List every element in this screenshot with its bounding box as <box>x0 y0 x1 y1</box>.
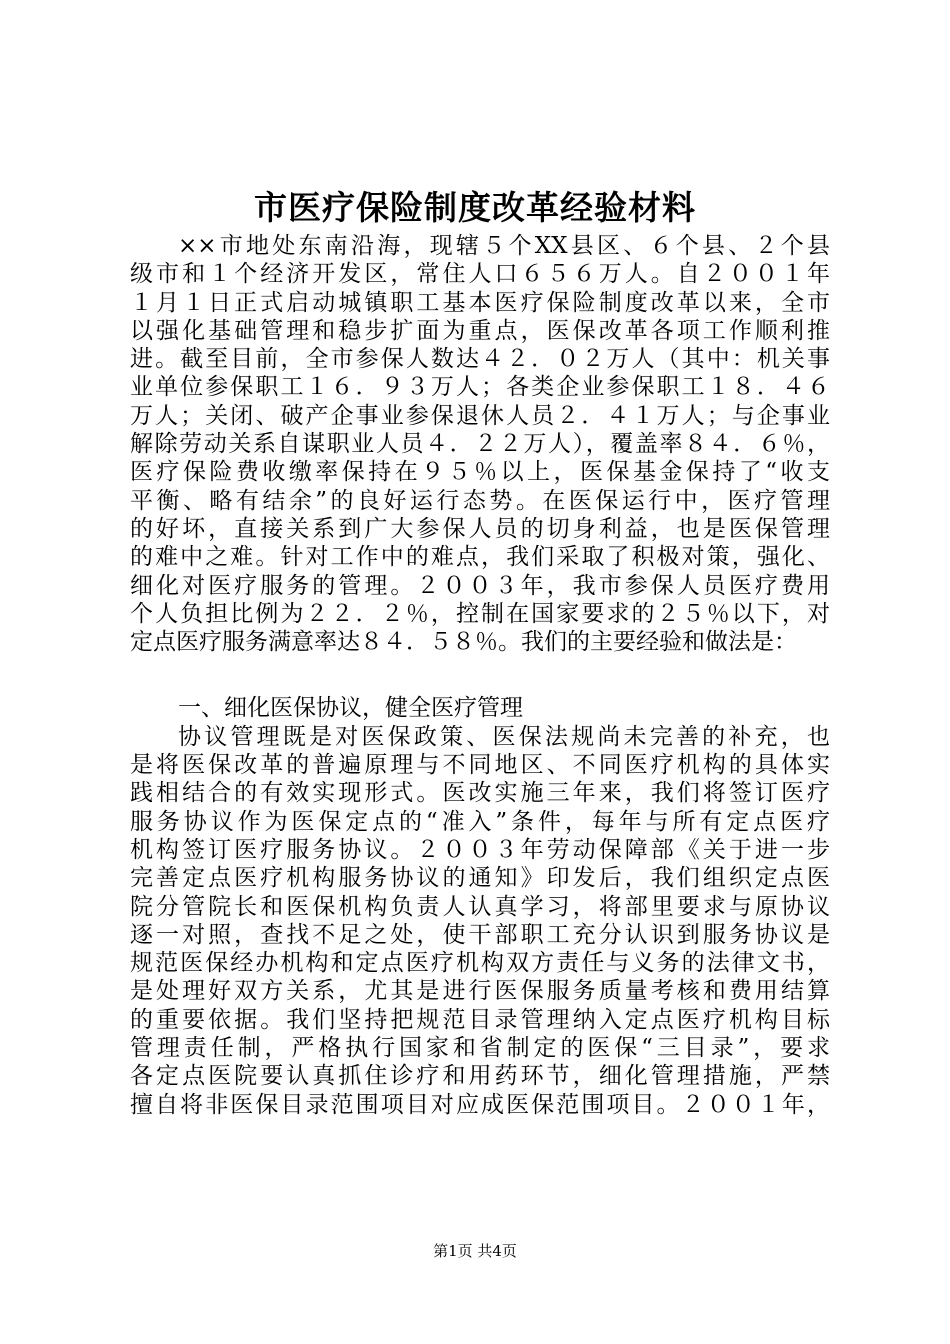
paragraph-line: 平衡、略有结余”的良好运行态势。在医保运行中，医疗管理 <box>130 487 830 514</box>
paragraph-line: 院分管院长和医保机构负责人认真学习，将部里要求与原协议 <box>130 893 830 920</box>
paragraph-line: 细化对医疗服务的管理。２００３年，我市参保人员医疗费用 <box>130 572 830 599</box>
paragraph-line: 医疗保险费收缴率保持在９５％以上，医保基金保持了“收支 <box>130 459 830 486</box>
paragraph-line: 逐一对照，查找不足之处，使干部职工充分认识到服务协议是 <box>130 921 830 948</box>
paragraph-line: 协议管理既是对医保政策、医保法规尚未完善的补充，也 <box>178 723 830 750</box>
section-heading: 一、细化医保协议，健全医疗管理 <box>178 695 523 722</box>
paragraph-line: 个人负担比例为２２．２％，控制在国家要求的２５％以下，对 <box>130 600 830 627</box>
paragraph-line: 服务协议作为医保定点的“准入”条件，每年与所有定点医疗 <box>130 808 830 835</box>
document-body <box>130 232 830 1119</box>
paragraph-line: 是将医保改革的普遍原理与不同地区、不同医疗机构的具体实 <box>130 752 830 779</box>
page-footer: 第1页 共4页 <box>433 1242 517 1260</box>
paragraph-line: 业单位参保职工１６．９３万人；各类企业参保职工１８．４６ <box>130 374 830 401</box>
paragraph-line: 级市和１个经济开发区，常住人口６５６万人。自２００１年 <box>130 261 830 288</box>
paragraph-line: 擅自将非医保目录范围项目对应成医保范围项目。２００１年， <box>130 1091 830 1118</box>
paragraph-line: １月１日正式启动城镇职工基本医疗保险制度改革以来，全市 <box>130 289 830 316</box>
paragraph-line: 规范医保经办机构和定点医疗机构双方责任与义务的法律文书， <box>130 950 830 977</box>
paragraph-line: 践相结合的有效实现形式。医改实施三年来，我们将签订医疗 <box>130 780 830 807</box>
paragraph-line: 完善定点医疗机构服务协议的通知》印发后，我们组织定点医 <box>130 865 830 892</box>
paragraph-line: 的难中之难。针对工作中的难点，我们采取了积极对策，强化、 <box>130 544 830 571</box>
paragraph-line: 机构签订医疗服务协议。２００３年劳动保障部《关于进一步 <box>130 836 830 863</box>
paragraph-line: 各定点医院要认真抓住诊疗和用药环节，细化管理措施，严禁 <box>130 1063 830 1090</box>
paragraph-line: 的好坏，直接关系到广大参保人员的切身利益，也是医保管理 <box>130 515 830 542</box>
paragraph-line: 万人；关闭、破产企事业参保退休人员２．４１万人；与企事业 <box>130 402 830 429</box>
paragraph-gap <box>130 656 830 694</box>
paragraph-line: 的重要依据。我们坚持把规范目录管理纳入定点医疗机构目标 <box>130 1006 830 1033</box>
paragraph-line: 进。截至目前，全市参保人数达４２．０２万人（其中：机关事 <box>130 346 830 373</box>
paragraph-line: 管理责任制，严格执行国家和省制定的医保“三目录”，要求 <box>130 1035 830 1062</box>
paragraph-line: 解除劳动关系自谋职业人员４．２２万人），覆盖率８４．６％， <box>130 431 830 458</box>
document-title: 市医疗保险制度改革经验材料 <box>254 188 696 227</box>
paragraph-line: ××市地处东南沿海，现辖５个XX县区、６个县、２个县 <box>178 233 830 259</box>
paragraph-line: 定点医疗服务满意率达８４．５８％。我们的主要经验和做法是： <box>130 629 797 656</box>
paragraph-line: 以强化基础管理和稳步扩面为重点，医保改革各项工作顺利推 <box>130 317 830 344</box>
paragraph-line: 是处理好双方关系，尤其是进行医保服务质量考核和费用结算 <box>130 978 830 1005</box>
